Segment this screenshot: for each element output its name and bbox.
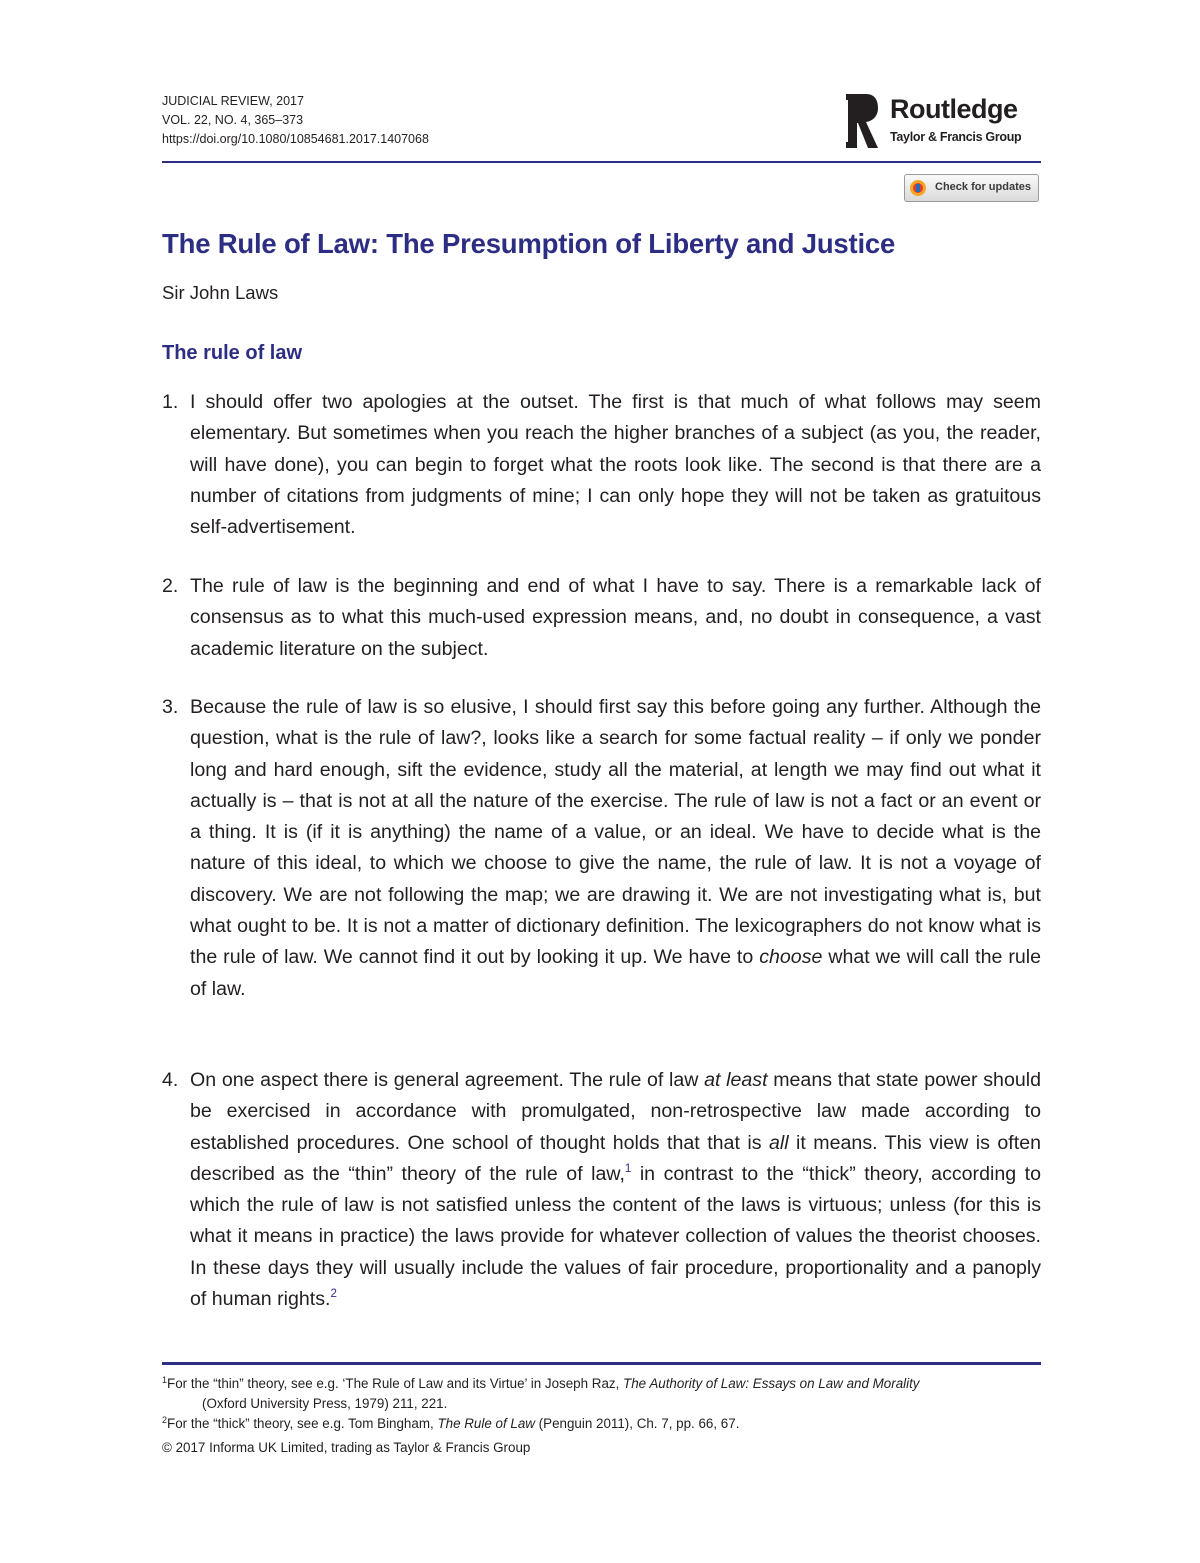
paragraph-number: 4. bbox=[162, 1069, 179, 1091]
footnote-emphasis: The Authority of Law: Essays on Law and Morality bbox=[623, 1376, 920, 1391]
publisher-logo bbox=[846, 92, 1046, 152]
paragraph-1 bbox=[162, 387, 1041, 543]
section-heading: The rule of law bbox=[162, 342, 303, 364]
article-title: The Rule of Law: The Presumption of Liberty and Justice bbox=[162, 228, 896, 259]
text-segment: Because the rule of law is so elusive, I should first say this before going any further. Although the question, what is the rule of law?, looks like a search for some factual reality – if only we ponder long and hard enough, sift the evidence, study all the material, at length we may find out what it actually is – that is not at all the nature of the exercise. The rule of law is not a fact or an event or a thing. It is (if it is anything) the name of a value, or an ideal. We have to decide what is the nature of this ideal, to which we choose to give the name, the rule of law. It is not a voyage of discovery. We are not following the map; we are drawing it. We are not investigating what is, but what ought to be. It is not a matter of dictionary definition. The lexicographers do not know what is the rule of law. We cannot find it out by looking it up. We have to bbox=[190, 696, 1041, 969]
footnote-ref-1[interactable]: 1 bbox=[624, 1162, 632, 1175]
paragraph-3 bbox=[162, 692, 1041, 1005]
footnote-emphasis: The Rule of Law bbox=[437, 1416, 535, 1431]
text-segment: On one aspect there is general agreement. The rule of law bbox=[190, 1069, 705, 1091]
footnote-divider bbox=[162, 1362, 1041, 1365]
copyright-notice: © 2017 Informa UK Limited, trading as Taylor & Francis Group bbox=[162, 1440, 531, 1455]
paragraph-text: The rule of law is the beginning and end of what I have to say. There is a remarkable lack of consensus as to what this much-used expression means, and, no doubt in consequence, a vast academic literature on the subject. bbox=[190, 575, 1041, 660]
journal-meta bbox=[162, 92, 429, 149]
journal-name: JUDICIAL REVIEW, 2017 bbox=[162, 94, 304, 108]
text-segment: means that state power should be exercised in accordance with promulgated, non-retrospective law made according to established procedures. One school of thought holds that that is bbox=[190, 1069, 1041, 1154]
publisher-name: Routledge bbox=[890, 94, 1018, 124]
text-segment: in contrast to the “thick” theory, according to which the rule of law is not satisfied unless the content of the laws is virtuous; unless (for this is what it means in practice) the laws provide for whatever collection of values the theorist chooses. In these days they will usually include the values of fair procedure, proportionality and a panoply of human rights. bbox=[190, 1162, 1041, 1311]
paragraph-4 bbox=[162, 1065, 1041, 1315]
volume-info: VOL. 22, NO. 4, 365–373 bbox=[162, 113, 304, 127]
paragraph-text bbox=[190, 1065, 1041, 1315]
emphasis: at least bbox=[704, 1069, 768, 1091]
paragraph-text: I should offer two apologies at the outset. The first is that much of what follows may seem elementary. But sometimes when you reach the higher branches of a subject (as you, the reader, will have done), you can begin to forget what the roots look like. The second is that there are a number of citations from judgments of mine; I can only hope they will not be taken as gratuitous self-advertisement. bbox=[190, 391, 1041, 539]
footnote-text: For the “thick” theory, see e.g. Tom Bingham, bbox=[167, 1416, 438, 1431]
emphasis: all bbox=[768, 1131, 789, 1154]
footnote-1 bbox=[162, 1374, 1047, 1394]
footnote-1-continued: (Oxford University Press, 1979) 211, 221. bbox=[202, 1396, 448, 1411]
publisher-group: Taylor & Francis Group bbox=[890, 130, 1022, 144]
paragraph-number: 3. bbox=[162, 696, 179, 718]
paragraph-text bbox=[190, 692, 1041, 1005]
crossmark-icon bbox=[909, 179, 927, 197]
footnote-number: 2 bbox=[162, 1415, 168, 1425]
text-segment: it means. This view is often described as the “thin” theory of the rule of law, bbox=[190, 1131, 1041, 1185]
article-author: Sir John Laws bbox=[162, 282, 279, 303]
footnote-2 bbox=[162, 1414, 1047, 1434]
footnote-text: For the “thin” theory, see e.g. ‘The Rule of Law and its Virtue’ in Joseph Raz, bbox=[167, 1376, 624, 1391]
footnotes bbox=[162, 1374, 1047, 1434]
paragraph-2 bbox=[162, 571, 1041, 665]
paragraph-number: 2. bbox=[162, 575, 179, 597]
check-for-updates-label: Check for updates bbox=[935, 181, 1031, 193]
footnote-text: (Penguin 2011), Ch. 7, pp. 66, 67. bbox=[534, 1416, 740, 1431]
doi-link[interactable]: https://doi.org/10.1080/10854681.2017.1407068 bbox=[162, 132, 429, 146]
emphasis: choose bbox=[759, 946, 823, 969]
footnote-ref-2[interactable]: 2 bbox=[330, 1288, 337, 1301]
footnote-number: 1 bbox=[162, 1375, 168, 1385]
text-segment: what we will call the rule of law. bbox=[190, 946, 1041, 1000]
check-for-updates-button[interactable] bbox=[904, 174, 1039, 202]
paragraph-number: 1. bbox=[162, 391, 179, 413]
header-divider bbox=[162, 161, 1041, 163]
routledge-r-icon bbox=[846, 92, 880, 150]
